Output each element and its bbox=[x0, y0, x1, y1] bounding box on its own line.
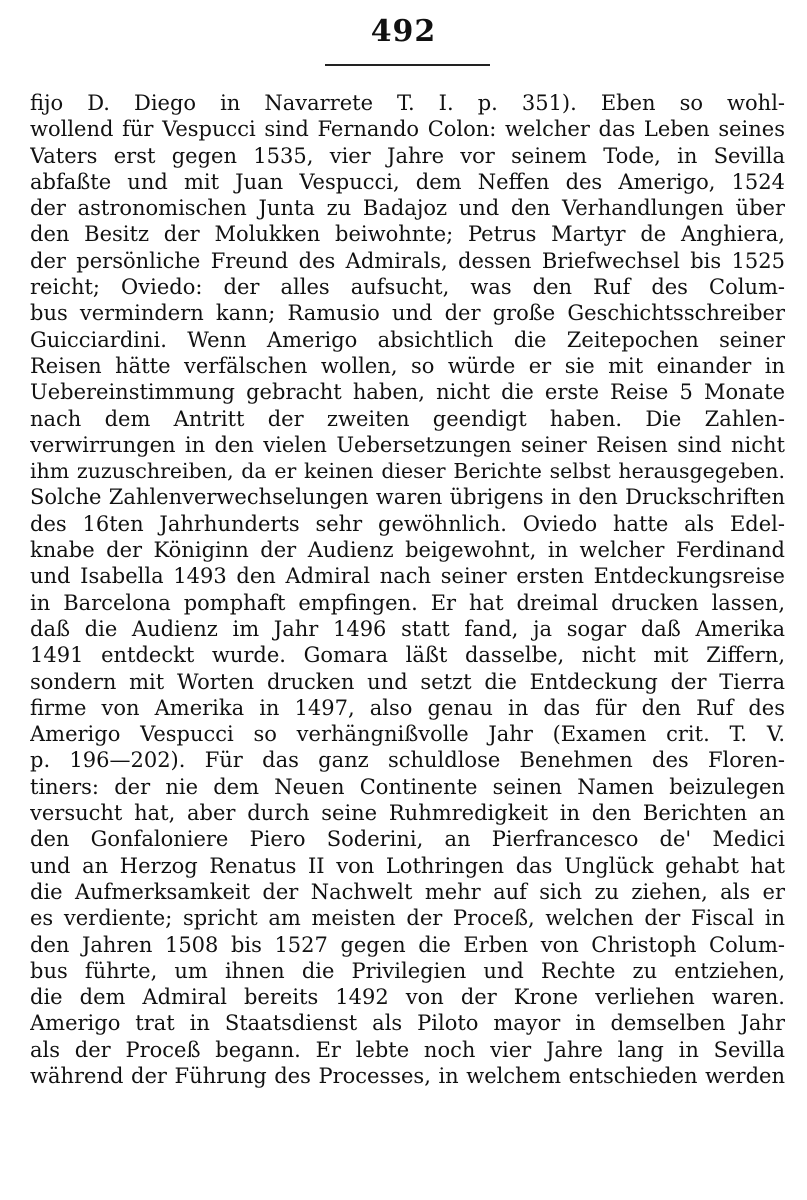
text-line-30: und an Herzog Renatus II von Lothringen das Unglück gehabt hat bbox=[30, 853, 785, 878]
text-line-14: verwirrungen in den vielen Uebersetzungen seiner Reisen sind nicht bbox=[30, 432, 785, 457]
text-line-19: und Isabella 1493 den Admiral nach seiner ersten Entdeckungsreise bbox=[30, 564, 785, 589]
text-line-8: reicht; Oviedo: der alles aufsucht, was den Ruf des Colum- bbox=[30, 275, 785, 300]
text-line-24: firme von Amerika in 1497, also genau in das für den Ruf des bbox=[30, 695, 785, 720]
text-line-5: der astronomischen Junta zu Badajoz und den Verhandlungen über bbox=[30, 196, 785, 221]
text-line-15: ihm zuzuschreiben, da er keinen dieser Berichte selbst herausgegeben. bbox=[30, 459, 785, 484]
text-line-34: bus führte, um ihnen die Privilegien und Rechte zu entziehen, bbox=[30, 958, 785, 983]
text-line-36: Amerigo trat in Staatsdienst als Piloto mayor in demselben Jahr bbox=[30, 1011, 785, 1036]
text-line-27: tiners: der nie dem Neuen Continente seinen Namen beizulegen bbox=[30, 774, 785, 799]
text-line-13: nach dem Antritt der zweiten geendigt haben. Die Zahlen- bbox=[30, 406, 785, 431]
body-text bbox=[30, 90, 785, 1089]
page-number: 492 bbox=[370, 14, 437, 49]
text-line-1: fijo D. Diego in Navarrete T. I. p. 351). Eben so wohl- bbox=[30, 91, 785, 115]
text-line-20: in Barcelona pomphaft empfingen. Er hat dreimal drucken lassen, bbox=[30, 590, 785, 615]
text-line-18: knabe der Königinn der Audienz beigewohnt, in welcher Ferdinand bbox=[30, 538, 785, 563]
text-line-17: des 16ten Jahrhunderts sehr gewöhnlich. Oviedo hatte als Edel- bbox=[30, 511, 785, 536]
text-line-26: p. 196—202). Für das ganz schuldlose Benehmen des Floren- bbox=[30, 748, 785, 773]
text-line-22: 1491 entdeckt wurde. Gomara läßt dasselbe, nicht mit Ziffern, bbox=[30, 643, 785, 668]
text-line-29: den Gonfaloniere Piero Soderini, an Pierfrancesco de' Medici bbox=[30, 827, 785, 852]
text-line-9: bus vermindern kann; Ramusio und der große Geschichtsschreiber bbox=[30, 301, 785, 326]
text-line-3: Vaters erst gegen 1535, vier Jahre vor seinem Tode, in Sevilla bbox=[30, 143, 785, 168]
text-line-10: Guicciardini. Wenn Amerigo absichtlich die Zeitepochen seiner bbox=[30, 327, 785, 352]
text-line-4: abfaßte und mit Juan Vespucci, dem Neffen des Amerigo, 1524 bbox=[30, 169, 785, 194]
text-line-23: sondern mit Worten drucken und setzt die Entdeckung der Tierra bbox=[30, 669, 785, 694]
text-line-7: der persönliche Freund des Admirals, dessen Briefwechsel bis 1525 bbox=[30, 248, 785, 273]
text-line-37: als der Proceß begann. Er lebte noch vier Jahre lang in Sevilla bbox=[30, 1037, 785, 1062]
text-line-25: Amerigo Vespucci so verhängnißvolle Jahr (Examen crit. T. V. bbox=[30, 722, 785, 747]
text-line-16: Solche Zahlenverwechselungen waren übrigens in den Druckschriften bbox=[30, 485, 785, 510]
text-line-35: die dem Admiral bereits 1492 von der Krone verliehen waren. bbox=[30, 985, 785, 1010]
text-line-28: versucht hat, aber durch seine Ruhmredigkeit in den Berichten an bbox=[30, 801, 785, 826]
text-line-11: Reisen hätte verfälschen wollen, so würde er sie mit einander in bbox=[30, 353, 785, 378]
text-line-31: die Aufmerksamkeit der Nachwelt mehr auf sich zu ziehen, als er bbox=[30, 879, 785, 904]
text-line-6: den Besitz der Molukken beiwohnte; Petrus Martyr de Anghiera, bbox=[30, 222, 785, 247]
header-rule bbox=[325, 64, 490, 66]
text-line-21: daß die Audienz im Jahr 1496 statt fand, ja sogar daß Amerika bbox=[30, 616, 785, 641]
text-line-33: den Jahren 1508 bis 1527 gegen die Erben von Christoph Colum- bbox=[30, 932, 785, 957]
text-line-32: es verdiente; spricht am meisten der Proceß, welchen der Fiscal in bbox=[30, 906, 785, 931]
text-line-38: während der Führung des Processes, in welchem entschieden werden bbox=[30, 1063, 785, 1088]
text-line-12: Uebereinstimmung gebracht haben, nicht die erste Reise 5 Monate bbox=[30, 380, 785, 405]
text-line-2: wollend für Vespucci sind Fernando Colon: welcher das Leben seines bbox=[30, 117, 785, 142]
